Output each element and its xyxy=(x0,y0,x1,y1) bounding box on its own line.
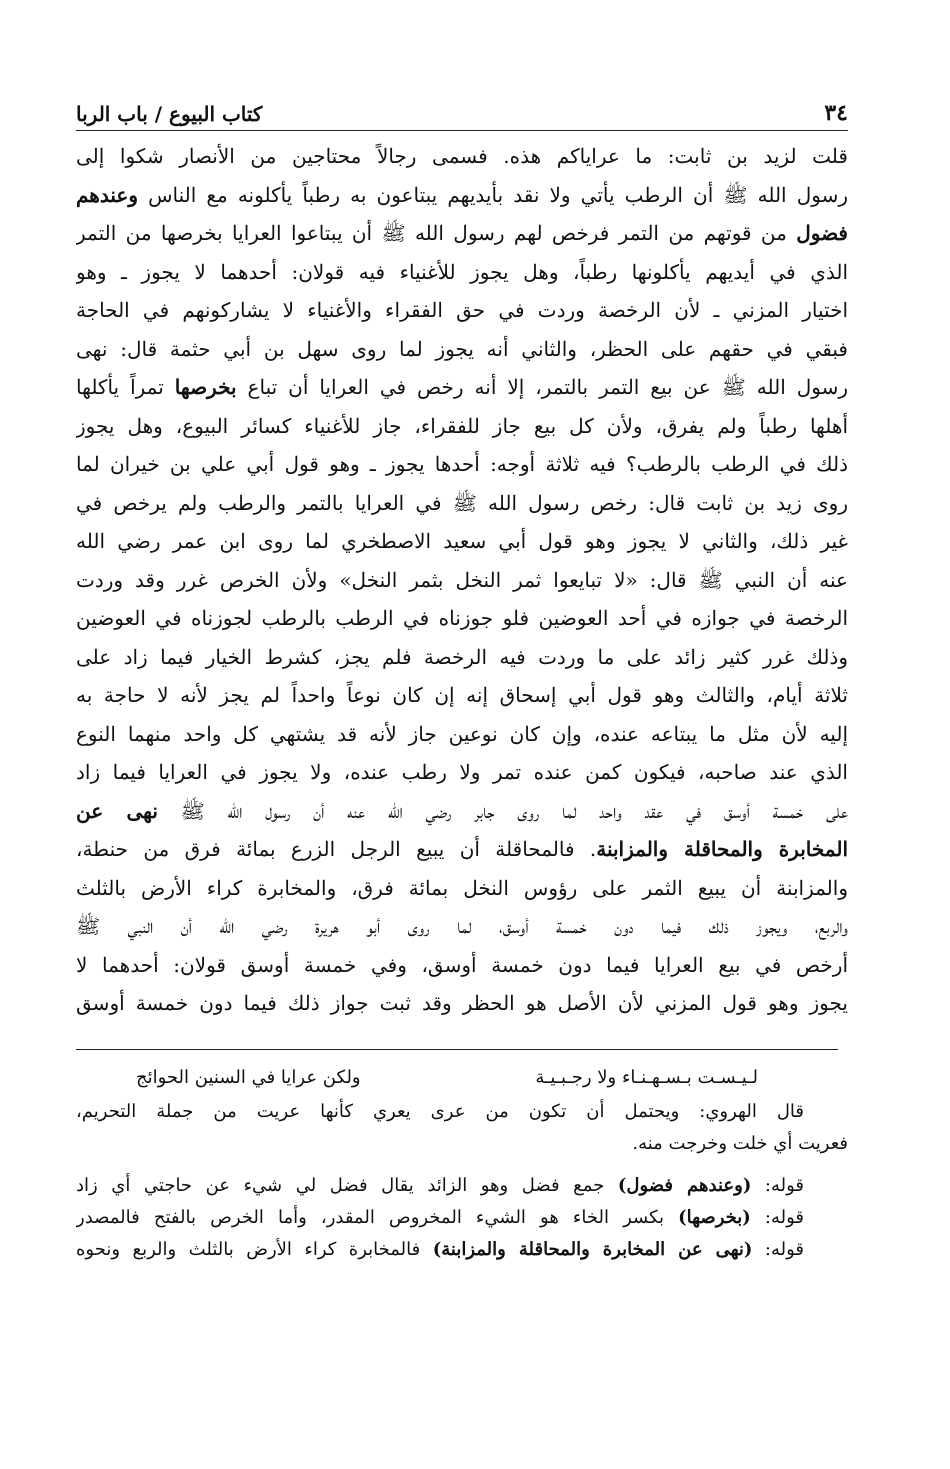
text-line xyxy=(76,715,848,754)
text-segment: إليه لأن مثل ما يبتاعه عنده، وإن كان نوعين جاز لأنه قد يشتهي كل واحد منهما النوع xyxy=(76,721,848,746)
text-segment: الذي عند صاحبه، فيكون كمن عنده تمر ولا رطب عنده، ولا يجوز في العرايا فيما زاد xyxy=(76,760,848,784)
text-segment: اختيار المزني ـ لأن الرخصة وردت في حق الفقراء والأغنياء لا يشاركونهم في الحاجة xyxy=(76,298,848,322)
text-line xyxy=(76,137,848,176)
poetry-verse xyxy=(76,1060,848,1096)
bold-term: نهى عن xyxy=(76,798,158,823)
text-line xyxy=(76,445,848,484)
bold-term: المخابرة والمحاقلة والمزابنة xyxy=(596,837,848,861)
text-segment: يجوز وهو قول المزني لأن الأصل هو الحظر وقد ثبت جواز ذلك فيما دون خمسة أوسق xyxy=(76,991,848,1015)
text-line xyxy=(76,522,848,561)
harawi-line-2: فعريت أي خلت وخرجت منه. xyxy=(632,1132,848,1154)
text-segment: بكسر الخاء هو الشيء المخروص المقدر، وأما الخرص بالفتح فالمصدر xyxy=(76,1206,679,1228)
harawi-line-1: قال الهروي: ويحتمل أن تكون من عرى يعري كأنها عريت من جملة التحريم، xyxy=(76,1100,804,1122)
text-segment: ثلاثة أيام، والثالث وهو قول أبي إسحاق إنه إن كان نوعاً واحداً لم يجز لأنه لا حاجة به xyxy=(76,683,848,707)
main-text xyxy=(76,137,848,1023)
page-number: ٣٤ xyxy=(824,100,848,126)
text-line xyxy=(76,907,848,946)
text-line xyxy=(76,253,848,292)
gloss-line xyxy=(76,1170,848,1202)
text-segment: قوله: xyxy=(752,1238,805,1260)
text-line xyxy=(76,368,848,407)
text-line xyxy=(76,638,848,677)
text-segment: رسول الله ﷺ عن بيع التمر بالتمر، إلا أنه رخص في العرايا أن تباع xyxy=(236,375,848,399)
text-segment: عنه أن النبي ﷺ قال: «لا تبايعوا ثمر النخل بثمر النخل» ولأن الخرص غرر وقد وردت xyxy=(76,567,848,592)
bold-term: (نهى عن المخابرة والمحاقلة والمزابنة) xyxy=(432,1238,753,1260)
text-segment: روى زيد بن ثابت قال: رخص رسول الله ﷺ في العرايا بالتمر والرطب ولم يرخص في xyxy=(76,490,848,515)
text-segment: تمراً يأكلها xyxy=(76,375,175,399)
text-segment: فالمخابرة كراء الأرض بالثلث والربع ونحوه xyxy=(76,1238,433,1260)
book-page xyxy=(76,84,848,1266)
footnote-glosses xyxy=(76,1170,848,1266)
text-line xyxy=(76,830,848,869)
text-segment: من قوتهم من التمر فرخص لهم رسول الله ﷺ أن يبتاعوا العرايا بخرصها من التمر xyxy=(76,221,797,245)
text-segment: جمع فضل وهو الزائد يقال فضل لي شيء عن حاجتي أي زاد xyxy=(76,1174,618,1196)
bold-term: (وعندهم فضول) xyxy=(617,1174,752,1196)
text-segment: أرخص في بيع العرايا فيما دون خمسة أوسق، وفي خمسة أوسق قولان: أحدهما لا xyxy=(76,952,848,977)
text-segment: على خمسة أوسق في عقد واحد لما روى جابر رضي الله عنه أن رسول الله ﷺ xyxy=(157,798,848,823)
text-line xyxy=(76,484,848,523)
bold-term: فضول xyxy=(796,221,848,245)
text-line xyxy=(76,946,848,985)
text-segment: غير ذلك، والثاني لا يجوز وهو قول أبي سعيد الاصطخري لما روى ابن عمر رضي الله xyxy=(76,529,848,553)
text-line xyxy=(76,407,848,446)
text-segment: الذي في أيديهم يأكلونها رطباً، وهل يجوز للأغنياء فيه قولان: أحدهما لا يجوز ـ وهو xyxy=(76,259,848,284)
text-segment: والربع، ويجوز ذلك فيما دون خمسة أوسق، لما روى أبو هريرة رضي الله أن النبي ﷺ xyxy=(76,914,848,938)
text-segment: قلت لزيد بن ثابت: ما عراياكم هذه. فسمى رجالاً محتاجين من الأنصار شكوا إلى xyxy=(76,144,848,168)
text-line xyxy=(76,599,848,638)
text-line xyxy=(76,291,848,330)
page-header xyxy=(76,84,848,131)
text-line xyxy=(76,176,848,215)
text-line xyxy=(76,753,848,792)
running-title: كتاب البيوع / باب الربا xyxy=(76,102,263,126)
text-segment: الرخصة في جوازه في أحد العوضين فلو جوزناه في الرطب بالرطب لجوزناه في العوضين xyxy=(76,606,848,630)
text-line xyxy=(76,676,848,715)
text-segment: قوله: xyxy=(750,1206,804,1228)
bold-term: وعندهم xyxy=(76,182,138,207)
text-segment: . فالمحاقلة أن يبيع الرجل الزرع بمائة فرق من حنطة، xyxy=(76,837,597,861)
text-segment: والمزابنة أن يبيع الثمر على رؤوس النخل بمائة فرق، والمخابرة كراء الأرض بالثلث xyxy=(76,875,848,900)
text-line xyxy=(76,214,848,253)
text-line xyxy=(76,561,848,600)
text-segment: فبقي في حقهم على الحظر، والثاني أنه يجوز لما روى سهل بن أبي حثمة قال: نهى xyxy=(76,336,848,361)
gloss-line xyxy=(76,1202,848,1234)
bold-term: بخرصها xyxy=(174,375,237,399)
text-line xyxy=(76,869,848,908)
text-line xyxy=(76,792,848,831)
text-segment: وذلك غرر كثير زائد على ما وردت فيه الرخصة فلم يجز، كشرط الخيار فيما زاد على xyxy=(76,644,848,669)
footnote-divider xyxy=(76,1049,838,1050)
verse-first-hemistich: لـيـسـت بـسـهـنـاء ولا رجـبـيـة xyxy=(535,1066,758,1088)
gloss-line xyxy=(76,1234,848,1266)
verse-second-hemistich: ولكن عرايا في السنين الحوائج xyxy=(136,1066,361,1088)
text-line xyxy=(76,984,848,1023)
bold-term: (بخرصها) xyxy=(678,1206,751,1228)
text-segment: قوله: xyxy=(751,1174,804,1196)
text-line xyxy=(76,330,848,369)
text-segment: رسول الله ﷺ أن الرطب يأتي ولا نقد بأيديهم يبتاعون به رطباً يأكلونه مع الناس xyxy=(137,182,848,207)
text-segment: ذلك في الرطب بالرطب؟ فيه ثلاثة أوجه: أحدها يجوز ـ وهو قول أبي علي بن خيران لما xyxy=(76,452,848,476)
text-segment: أهلها رطباً ولم يفرق، ولأن كل بيع جاز للفقراء، جاز للأغنياء كسائر البيوع، وهل يجوز xyxy=(76,413,848,438)
